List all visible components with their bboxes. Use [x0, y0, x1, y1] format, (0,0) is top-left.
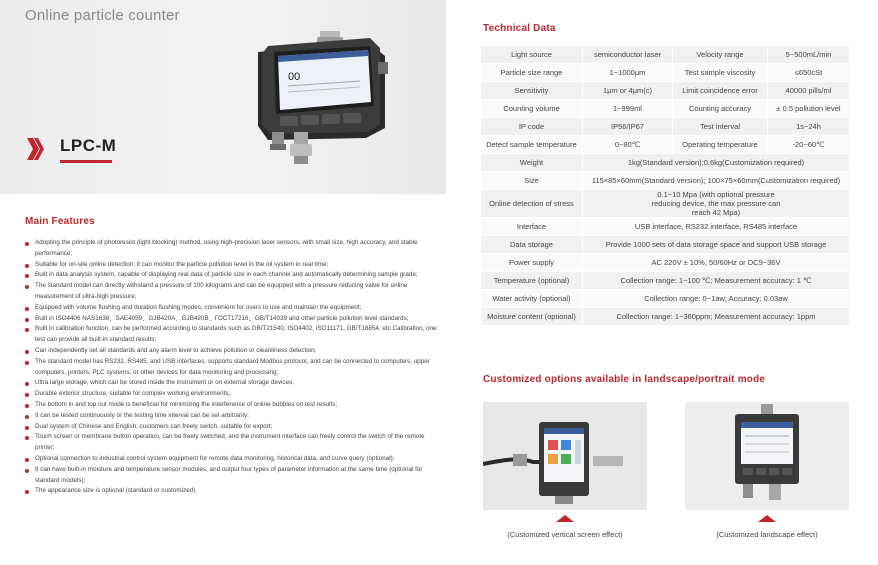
table-cell: USB interface, RS232 interface, RS485 interface: [583, 218, 850, 236]
page-title: Online particle counter: [25, 7, 180, 24]
landscape-screen-caption: (Customized landscape effect): [716, 530, 818, 539]
feature-item: Built in calibration function, can be performed according to standards such as GB/T21540, ISO4402, ISO11171, GB/T18854, etc Calibration, one test can provide all built-in standard results;: [25, 324, 443, 346]
features-heading: Main Features: [25, 216, 95, 227]
table-cell: Temperature (optional): [481, 272, 583, 290]
table-row: [481, 82, 850, 100]
table-cell: 1s~24h: [768, 118, 850, 136]
feature-item: It can have built-in moisture and temperature sensor modules, and output four types of parameter information at the same time (optional for standard models);: [25, 465, 443, 487]
table-row: [481, 64, 850, 82]
table-cell: Sensitivity: [481, 82, 583, 100]
table-row: [481, 100, 850, 118]
table-cell: 40000 pills/ml: [768, 82, 850, 100]
triangle-up-icon: [758, 515, 776, 522]
feature-item: The standard model can directly withstand a pressure of 100 kilograms and can be equipped with a pressure reducing valve for online measurement of ultra-high pressure;: [25, 281, 443, 303]
feature-item: It can be tested continuously or the testing time interval can be set arbitrarily;: [25, 411, 443, 422]
table-row: [481, 218, 850, 236]
table-cell: Interface: [481, 218, 583, 236]
table-cell: ≤650cSt: [768, 64, 850, 82]
table-cell: ± 0.5 pollution level: [768, 100, 850, 118]
feature-item: Durable exterior structure, suitable for complex working environments;: [25, 389, 443, 400]
feature-item: Suitable for on-site online detection; it can monitor the particle pollution level in the oil system in real time;: [25, 260, 443, 271]
table-cell: Collection range: 0~1aw; Accuracy: 0.03aw: [583, 290, 850, 308]
table-cell: -20~60℃: [768, 136, 850, 154]
table-cell: Collection range: 1~100 ℃; Measurement accuracy: 1 ℃: [583, 272, 850, 290]
particle-counter-device-image: [240, 28, 390, 178]
technical-data-heading: Technical Data: [483, 23, 556, 34]
table-row: [481, 136, 850, 154]
table-cell: Water activity (optional): [481, 290, 583, 308]
feature-item: Equipped with volume flushing and duration flushing modes, convenient for users to use and maintain the equipment;: [25, 303, 443, 314]
feature-item: Ultra large storage, which can be stored inside the instrument or on external storage devices;: [25, 378, 443, 389]
triangle-up-icon: [556, 515, 574, 522]
table-cell: IP code: [481, 118, 583, 136]
model-label: LPC-M: [60, 136, 117, 155]
table-cell: 115×85×60mm(Standard version); 100×75×60mm(Customization required): [583, 172, 850, 190]
table-cell: 1~999ml: [583, 100, 673, 118]
table-cell: 1kg(Standard version);0.6kg(Customization required): [583, 154, 850, 172]
table-cell: Light source: [481, 46, 583, 64]
table-cell: Limit coincidence error: [673, 82, 768, 100]
table-cell: Particle size range: [481, 64, 583, 82]
table-cell: AC 220V ± 10%, 50/60Hz or DC9~36V: [583, 254, 850, 272]
table-row: [481, 172, 850, 190]
table-cell: Online detection of stress: [481, 190, 583, 218]
table-row: [481, 308, 850, 326]
table-cell: Collection range: 1~360ppm; Measurement accuracy: 1ppm: [583, 308, 850, 326]
features-list: [25, 238, 443, 497]
table-cell: semiconductor laser: [583, 46, 673, 64]
table-row: [481, 254, 850, 272]
table-cell: Test sample viscosity: [673, 64, 768, 82]
table-cell: 1~1000μm: [583, 64, 673, 82]
feature-item: Built in data analysis system, capable of displaying real data of particle size in each channel and automatically determining sample grade;: [25, 270, 443, 281]
feature-item: The standard model has RS232, RS485, and USB interfaces, supports standard Modbus protocol, and can be connected to computers, upper computers, printers, PLC systems, or other devices for data monitoring and processing;: [25, 357, 443, 379]
table-cell: IP56/IP67: [583, 118, 673, 136]
feature-item: Optional connection to industrial control system equipment for remote data monitoring, historical data, and curve query (optional);: [25, 454, 443, 465]
feature-item: The appearance size is optional (standard or customized).: [25, 486, 443, 497]
table-cell: Counting volume: [481, 100, 583, 118]
feature-item: Can independently set all standards and any alarm level to achieve pollution or cleanliness detection;: [25, 346, 443, 357]
table-cell: Weight: [481, 154, 583, 172]
table-cell: Velocity range: [673, 46, 768, 64]
table-row: [481, 46, 850, 64]
feature-item: Touch screen or membrane button operation, can be freely switched, and the instrument interface can freely control the switch of the remote printer;: [25, 432, 443, 454]
table-cell: Detect sample temperature: [481, 136, 583, 154]
feature-item: Built in ISO4406 NAS1638、SAE4059、GJB420A、GJB420B、ГОСТ17216、GB/T14039 and other particle pollution level standards;: [25, 314, 443, 325]
table-row: [481, 236, 850, 254]
feature-item: Adopting the principle of photoresist (light blocking) method, using high-precision laser sensors, with small size, high accuracy, and stable performance;: [25, 238, 443, 260]
feature-item: The bottom in and top out mode is beneficial for minimizing the interference of online bubbles on test results;: [25, 400, 443, 411]
table-cell: 0~80℃: [583, 136, 673, 154]
table-cell: Counting accuracy: [673, 100, 768, 118]
table-row: [481, 290, 850, 308]
vertical-screen-caption: (Customized vertical screen effect): [507, 530, 623, 539]
chevron-right-icon: [27, 138, 45, 160]
device-screen-value: 00: [288, 71, 301, 83]
table-row: [481, 154, 850, 172]
table-cell: 5~500mL/min: [768, 46, 850, 64]
model-underline: [60, 160, 112, 163]
customized-options-heading: Customized options available in landscape/portrait mode: [483, 374, 766, 385]
table-cell: 0.1~10 Mpa (with optional pressure reducing device, the max pressure can reach 42 Mpa): [583, 190, 850, 218]
vertical-screen-photo: [483, 402, 647, 510]
table-cell: Power supply: [481, 254, 583, 272]
table-cell: Test interval: [673, 118, 768, 136]
table-cell: Data storage: [481, 236, 583, 254]
table-cell: Size: [481, 172, 583, 190]
table-cell: Operating temperature: [673, 136, 768, 154]
table-row: [481, 118, 850, 136]
table-cell: 1μm or 4μm(c): [583, 82, 673, 100]
table-cell: Provide 1000 sets of data storage space and support USB storage: [583, 236, 850, 254]
technical-data-table: [481, 46, 850, 326]
feature-item: Dual system of Chinese and English, customers can freely switch, suitable for export;: [25, 422, 443, 433]
landscape-screen-photo: [685, 402, 849, 510]
hero-banner: [0, 0, 446, 194]
table-row: [481, 190, 850, 218]
table-row: [481, 272, 850, 290]
table-cell: Moisture content (optional): [481, 308, 583, 326]
